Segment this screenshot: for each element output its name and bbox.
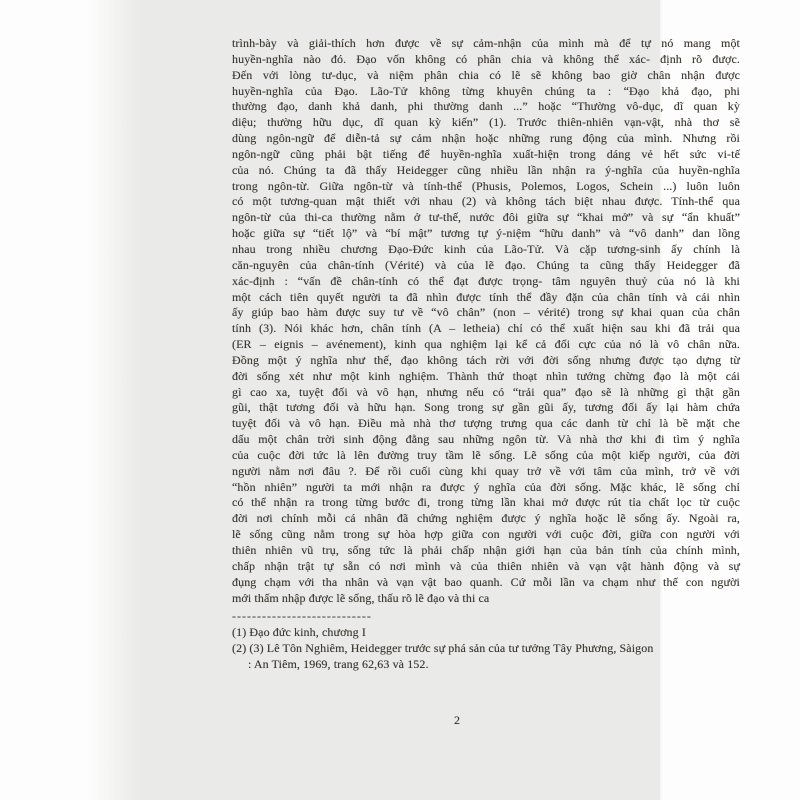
body-text-line: căn-nguyên của chân-tính (Vérité) và của lẽ đạo. Chúng ta cũng thấy Heidegger đã — [232, 257, 740, 272]
footnote-line: : An Tiêm, 1969, trang 62,63 và 152. — [248, 656, 429, 671]
footnotes — [232, 625, 740, 673]
body-text-line: ngôn-ngữ cũng phải bật tiếng để huyền-nghĩa xuất-hiện trong dáng vẻ hết sức vi-tế — [232, 146, 740, 161]
body-text-line: của nó. Chúng ta đã thấy Heidegger cũng nhiều lần nhận ra ý-nghĩa của huyền-nghĩa — [232, 162, 740, 177]
body-text-line: gì cao xa, tuyệt đối và vô hạn, nhưng nếu có “trải qua” đạo sẽ là những gì thật gần — [232, 384, 740, 399]
body-text-line: chấp nhận trật tự sẵn có nơi mình và của thiên nhiên và vạn vật hành động và sự — [232, 558, 740, 573]
body-text-line: Đến với lòng tư-dục, và niệm phân chia có lẽ sẽ không bao giờ chân nhận được — [232, 67, 740, 82]
footnote-separator: ---------------------------- — [232, 609, 372, 624]
body-text-line: huyền-nghĩa nào đó. Đạo vốn không có phân chia và không thể xác- định rõ được. — [232, 51, 740, 66]
body-text-line: mới thấm nhập được lẽ sống, thấu rõ lẽ đạo và thi ca — [232, 590, 490, 605]
body-text-line: dấu một chân trời sinh động đằng sau những ngôn từ. Và nhà thơ khi đi tìm ý nghĩa — [232, 432, 740, 447]
body-text-line: đời nơi chính mỗi cá nhân đã chứng nghiệm được ý nghĩa hoặc lẽ sống ấy. Ngoài ra, — [232, 511, 740, 526]
body-text-line: hoặc giữa sự “tiết lộ” và “bí mật” tương tự ý-niệm “hữu danh” và “vô danh” dan lồng — [232, 226, 740, 241]
body-text-line: dùng ngôn-ngữ để diễn-tả sự cảm nhận hoặc những rung động của mình. Nhưng rồi — [232, 131, 740, 146]
body-text-line: lẽ sống cũng nằm trong sự hòa hợp giữa con người với cuộc đời, giữa con người với — [232, 527, 740, 542]
body-text-line: ấy giúp bao hàm được suy tư về “vô chân” (non – vérité) trong sự khai quan của chân — [232, 305, 740, 320]
body-text-line: huyền-nghĩa của Đạo. Lão-Tử không từng khuyên chúng ta : “Đạo khả đạo, phi — [232, 83, 740, 98]
footnote-line: (2) (3) Lê Tôn Nghiêm, Heidegger trước sự phá sản của tư tưởng Tây Phương, Sàigon — [232, 641, 654, 656]
body-text-line: thường đạo, danh khả danh, phi thường danh ...” hoặc “Thường vô-dục, dĩ quan kỳ — [232, 99, 740, 114]
body-text-line: diệu; thường hữu dục, dĩ quan kỳ kiến” (1). Trước thiên-nhiên vạn-vật, nhà thơ sẽ — [232, 115, 740, 130]
body-text-line: xác-định : “vấn đề chân-tính có thể đạt được trọng- tâm nguyên thuỷ của nó là khi — [232, 273, 740, 288]
body-paragraph — [232, 36, 740, 606]
body-text-line: có một tương-quan mật thiết với nhau (2) và không tách biệt nhau được. Tính-thể qua — [232, 194, 740, 209]
body-text-line: Đồng một ý nghĩa như thế, đạo không tách rời với đời sống nhưng được tạo dựng từ — [232, 352, 740, 367]
body-text-line: ngôn-từ của thi-ca thường nằm ở tư-thế, nước đôi giữa sự “khai mở” và sự “ẩn khuất” — [232, 210, 740, 225]
text-block — [232, 36, 740, 673]
body-text-line: thiên nhiên vũ trụ, sống tức là phải chấp nhận giới hạn của bản tính của chính mình, — [232, 543, 740, 557]
body-text-line: tính (3). Nói khác hơn, chân tính (A – letheia) chỉ có thể xuất hiện sau khi đã trải qua — [232, 321, 740, 336]
body-text-line: trình-bày và giải-thích hơn được về sự cảm-nhận của mình mà để tự nó mang một — [232, 36, 740, 50]
body-text-line: tuyệt đối và vô hạn. Điều mà nhà thơ tượng trưng qua các danh từ chỉ là bề mặt che — [232, 416, 740, 431]
body-text-line: đời sống xét như một kinh nghiệm. Thành thử thoạt nhìn tưởng chừng đạo là một cái — [232, 368, 740, 383]
body-text-line: một cách tiên quyết người ta đã nhìn được tính thể đầy đặn của chân tính và cái nhìn — [232, 289, 740, 304]
body-text-line: nhau trong nhiều chương Đạo-Đức kinh của Lão-Tử. Và cặp tương-sinh ấy chính là — [232, 241, 740, 256]
page-number: 2 — [454, 713, 460, 727]
body-text-line: trong ngôn-từ. Giữa ngôn-từ và tính-thể (Phusis, Polemos, Logos, Schein ...) luôn luôn — [232, 178, 740, 193]
body-text-line: gũi, thật tương đối và hữu hạn. Song trong sự gần gũi ấy, tương đối ấy lại hàm chứa — [232, 400, 740, 415]
scanned-page — [88, 0, 740, 800]
body-text-line: (ER – eignis – avénement), kinh qua nghiệm lại kể cả đối cực của nó là vô chân nữa. — [232, 337, 740, 352]
body-text-line: người nằm nơi đâu ?. Để rồi cuối cùng khi quay trở về với tâm của mình, trở về với — [232, 463, 740, 478]
body-text-line: “hồn nhiên” người ta mới nhận ra được ý nghĩa của đời sống. Mặc khác, lẽ sống chỉ — [232, 479, 740, 494]
body-text-line: của cuộc đời tức là lên đường truy tầm lẽ sống. Lẽ sống của một kiếp người, của đời — [232, 447, 740, 462]
footnote-line: (1) Đạo đức kinh, chương I — [232, 625, 366, 640]
body-text-line: đụng chạm với tha nhân và vạn vật bao quanh. Cứ mỗi lần va chạm như thế con người — [232, 574, 740, 589]
body-text-line: có thể nhận ra trong từng bước đi, trong từng lần khai mở được rút tỉa chất lọc từ cuộc — [232, 495, 740, 510]
